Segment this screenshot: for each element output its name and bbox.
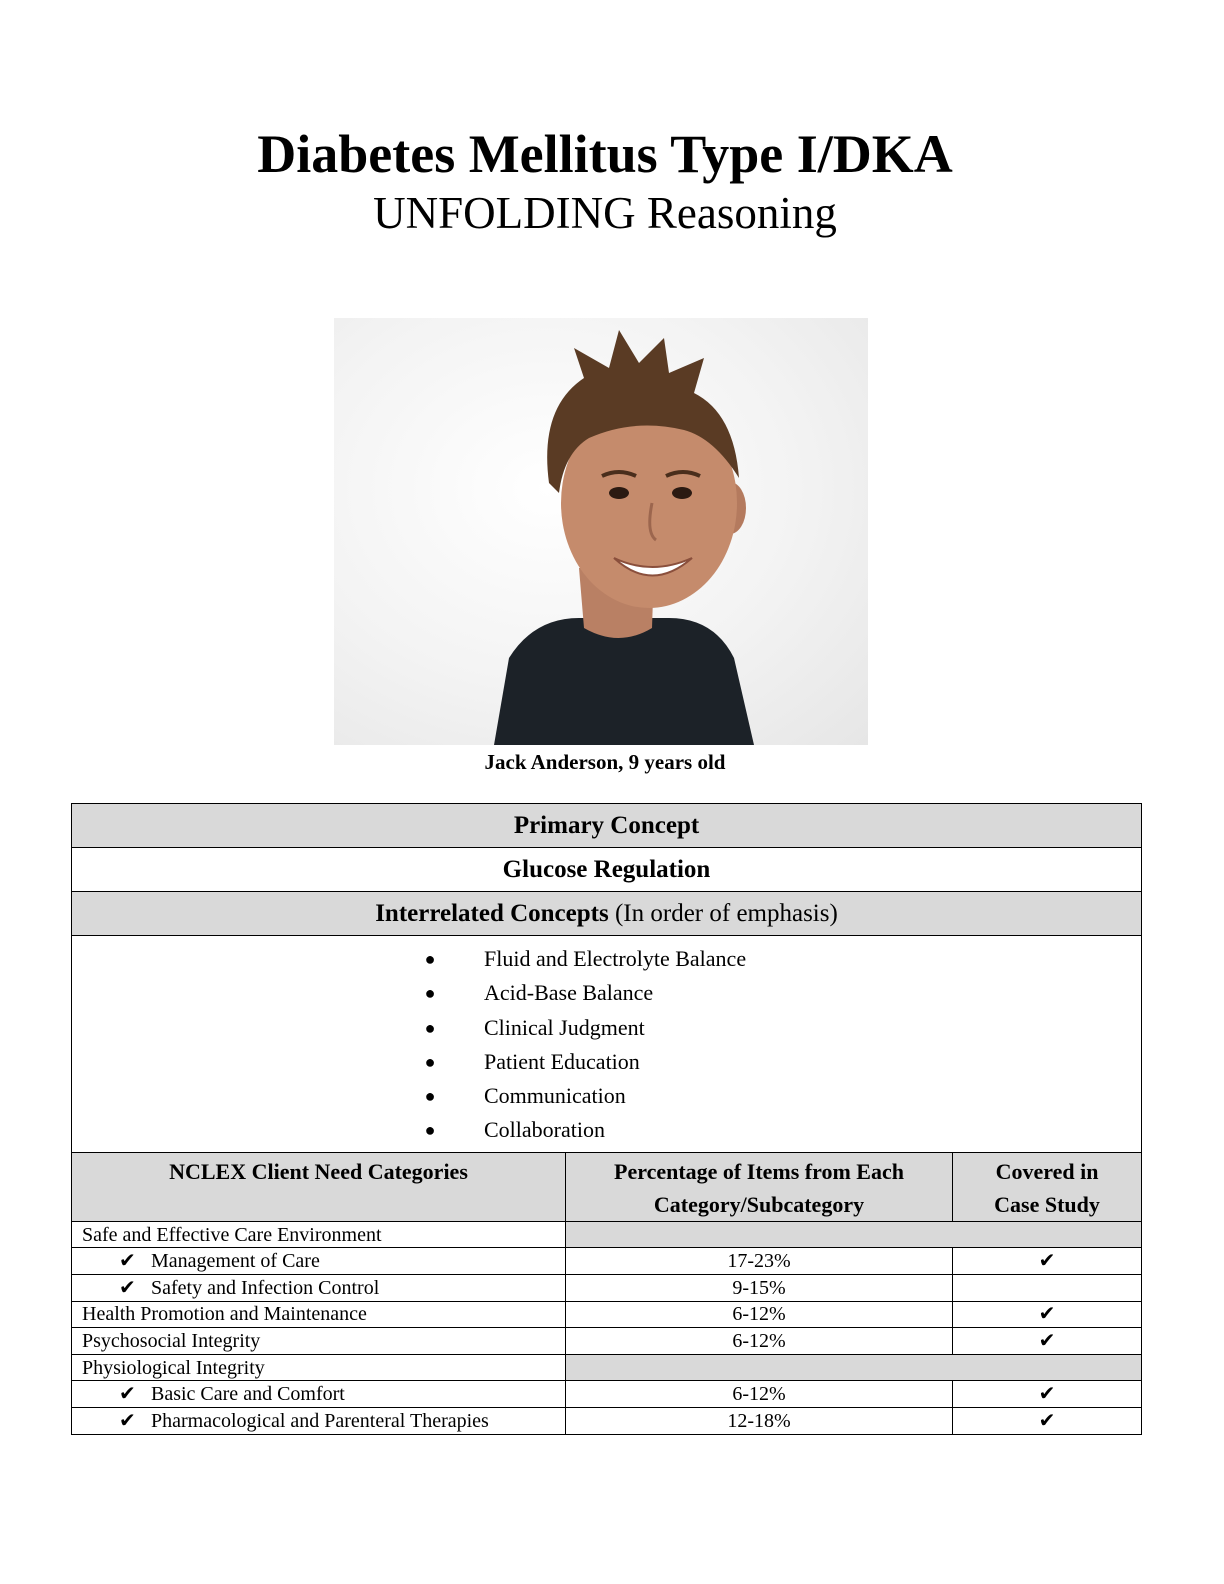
interrelated-note: (In order of emphasis)	[614, 899, 838, 927]
covered-cell	[953, 1274, 1142, 1301]
subcategory-cell: ✔ Basic Care and Comfort	[72, 1381, 566, 1408]
document-subtitle: UNFOLDING Reasoning	[373, 188, 837, 238]
list-item: ● Communication	[72, 1079, 1141, 1113]
patient-photo	[334, 318, 868, 745]
category-label: Physiological Integrity	[72, 1354, 566, 1381]
covered-cell: ✔	[953, 1328, 1142, 1355]
percentage-header: Percentage of Items from Each Category/Subcategory	[566, 1152, 953, 1221]
bullet-icon: ●	[424, 1017, 436, 1038]
percent-cell: 9-15%	[566, 1274, 953, 1301]
table-row	[72, 1328, 1142, 1355]
covered-cell: ✔	[953, 1301, 1142, 1328]
interrelated-header-text: Interrelated Concepts	[375, 899, 609, 927]
interrelated-concepts-list	[72, 936, 1141, 1152]
percent-cell: 6-12%	[566, 1381, 953, 1408]
table-row	[72, 1274, 1142, 1301]
primary-concept-value: Glucose Regulation	[72, 848, 1142, 892]
checkmark-icon: ✔	[119, 1409, 136, 1432]
percent-cell: 17-23%	[566, 1248, 953, 1275]
table-row	[72, 1221, 1142, 1248]
table-row	[72, 1301, 1142, 1328]
subcategory-cell: ✔ Pharmacological and Parenteral Therapies	[72, 1407, 566, 1434]
checkmark-icon: ✔	[119, 1276, 136, 1299]
percent-cell: 6-12%	[566, 1328, 953, 1355]
category-label: Health Promotion and Maintenance	[72, 1301, 566, 1328]
covered-cell: ✔	[953, 1248, 1142, 1275]
bullet-icon: ●	[424, 983, 436, 1004]
list-item: ● Fluid and Electrolyte Balance	[72, 942, 1141, 976]
category-label: Safe and Effective Care Environment	[72, 1221, 566, 1248]
nclex-categories-header: NCLEX Client Need Categories	[72, 1152, 566, 1221]
document-title: Diabetes Mellitus Type I/DKA	[257, 124, 953, 184]
photo-caption: Jack Anderson, 9 years old	[484, 750, 726, 774]
list-item: ● Patient Education	[72, 1045, 1141, 1079]
category-label: Psychosocial Integrity	[72, 1328, 566, 1355]
list-item: ● Collaboration	[72, 1113, 1141, 1147]
checkmark-icon: ✔	[119, 1383, 136, 1406]
interrelated-concepts-header	[72, 892, 1142, 936]
bullet-icon: ●	[424, 1086, 436, 1107]
covered-header: Covered in Case Study	[953, 1152, 1142, 1221]
checkmark-icon: ✔	[119, 1250, 136, 1273]
list-item: ● Clinical Judgment	[72, 1011, 1141, 1045]
table-row	[72, 1248, 1142, 1275]
list-item: ● Acid-Base Balance	[72, 976, 1141, 1010]
category-gray-fill	[566, 1354, 1142, 1381]
percent-cell: 12-18%	[566, 1407, 953, 1434]
category-gray-fill	[566, 1221, 1142, 1248]
bullet-icon: ●	[424, 1120, 436, 1141]
bullet-icon: ●	[424, 1051, 436, 1072]
table-row	[72, 1381, 1142, 1408]
percent-cell: 6-12%	[566, 1301, 953, 1328]
subcategory-cell: ✔ Management of Care	[72, 1248, 566, 1275]
bullet-icon: ●	[424, 949, 436, 969]
table-row	[72, 1354, 1142, 1381]
concepts-table	[71, 803, 1142, 1435]
primary-concept-header: Primary Concept	[72, 804, 1142, 848]
interrelated-concepts-list-cell	[72, 936, 1142, 1153]
covered-cell: ✔	[953, 1381, 1142, 1408]
table-row	[72, 1407, 1142, 1434]
subcategory-cell: ✔ Safety and Infection Control	[72, 1274, 566, 1301]
covered-cell: ✔	[953, 1407, 1142, 1434]
